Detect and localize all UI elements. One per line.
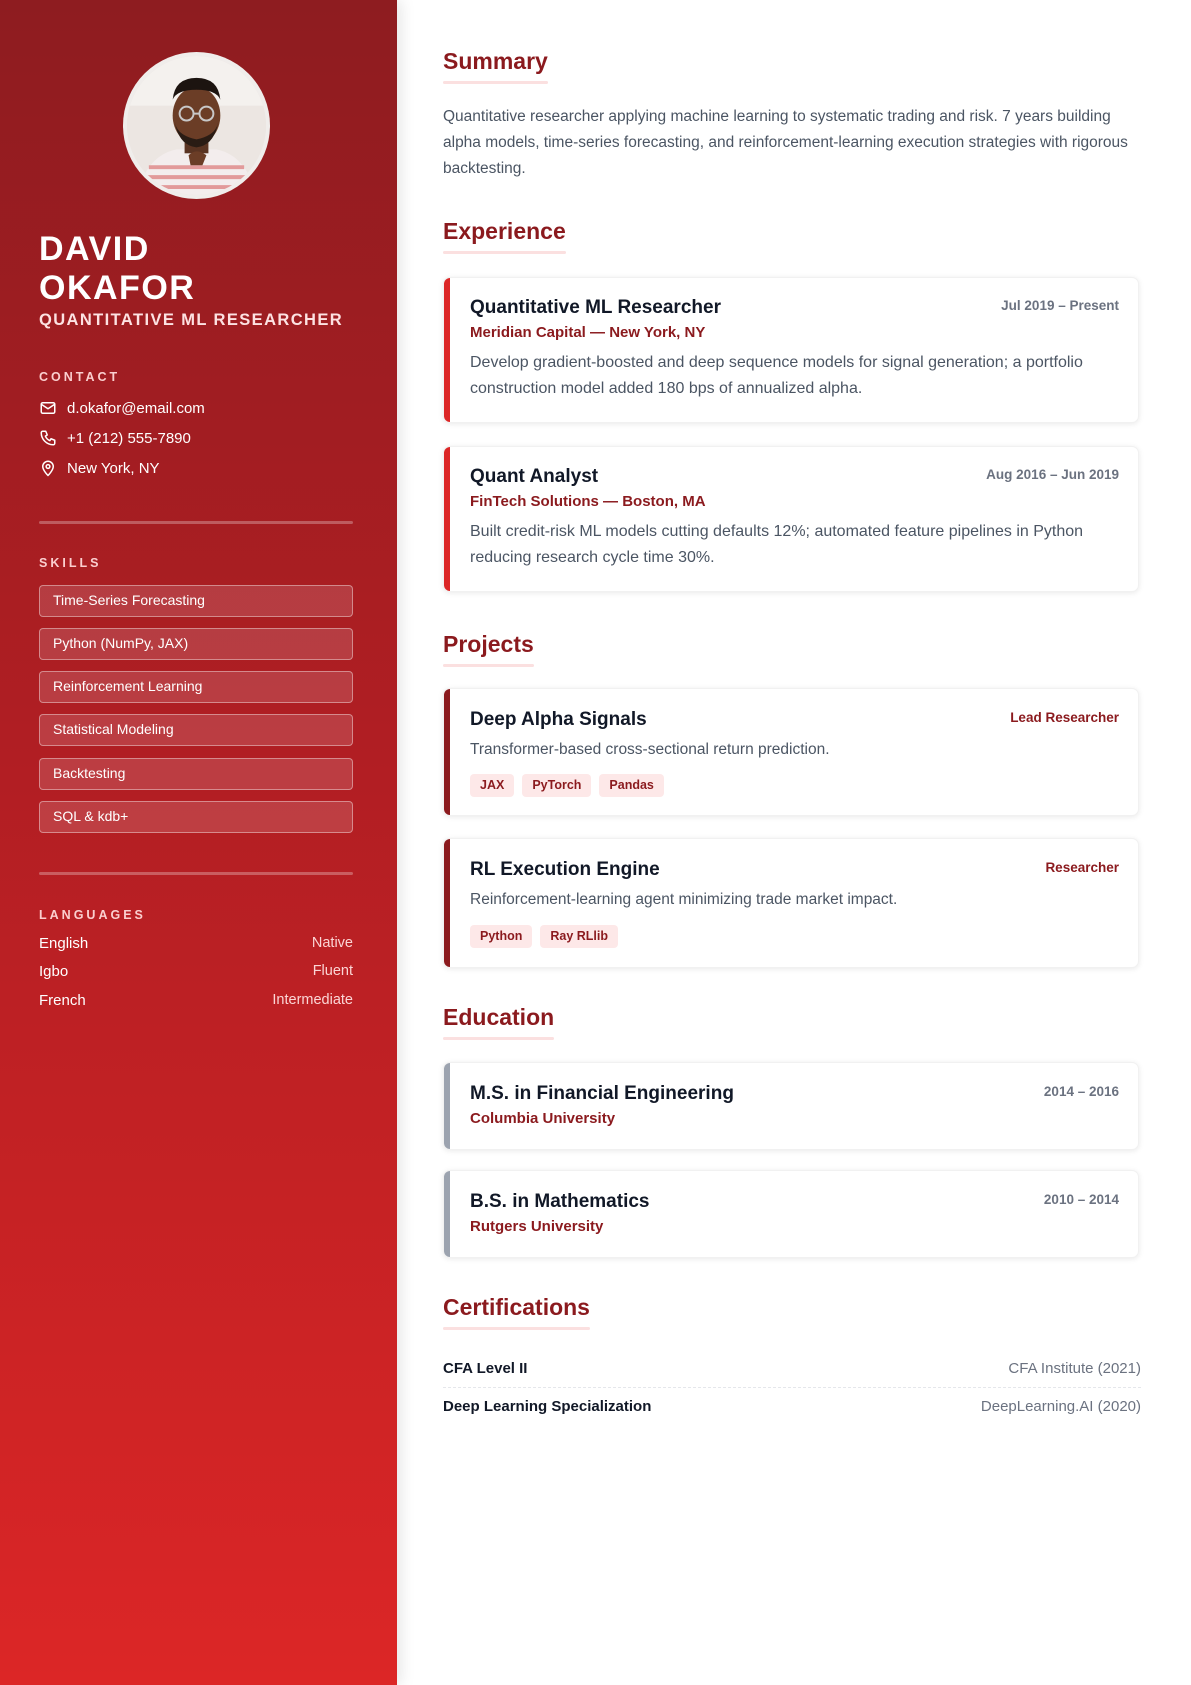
- card-accent-bar: [444, 1171, 450, 1257]
- certification-issuer: DeepLearning.AI (2020): [980, 1397, 1141, 1415]
- skill-tag: Reinforcement Learning: [39, 671, 353, 703]
- school: Rutgers University: [470, 1218, 604, 1235]
- project-description: Transformer-based cross-sectional return prediction.: [470, 741, 830, 758]
- education-dates: 2014 – 2016: [1043, 1084, 1119, 1099]
- certifications-heading: [443, 1294, 590, 1321]
- full-name: [39, 230, 195, 308]
- language-row: [39, 992, 353, 1012]
- heading-underline: [443, 664, 534, 667]
- education-dates: 2010 – 2014: [1043, 1192, 1119, 1207]
- language-level: Native: [311, 935, 353, 951]
- degree: B.S. in Mathematics: [470, 1191, 650, 1212]
- mail-icon: [39, 399, 57, 417]
- project-role: Lead Researcher: [1010, 710, 1119, 725]
- tech-tag: Pandas: [599, 774, 663, 797]
- avatar: [123, 52, 270, 199]
- certification-name: Deep Learning Specialization: [443, 1397, 652, 1415]
- phone-text[interactable]: +1 (212) 555-7890: [67, 429, 191, 447]
- sidebar: [0, 0, 397, 1685]
- skill-tag: Statistical Modeling: [39, 714, 353, 746]
- education-card: [443, 1062, 1139, 1150]
- project-tags: [470, 925, 618, 948]
- skill-tag: Time-Series Forecasting: [39, 585, 353, 617]
- phone-icon: [39, 429, 57, 447]
- language-row: [39, 935, 353, 955]
- languages-heading: LANGUAGES: [39, 908, 146, 922]
- contact-phone[interactable]: [39, 428, 191, 448]
- heading-underline: [443, 81, 548, 84]
- project-name: Deep Alpha Signals: [470, 709, 647, 730]
- summary-heading: [443, 48, 548, 75]
- job-dates: Aug 2016 – Jun 2019: [986, 467, 1119, 482]
- project-name: RL Execution Engine: [470, 859, 660, 880]
- email-text[interactable]: d.okafor@email.com: [67, 399, 205, 417]
- sidebar-divider: [39, 521, 353, 524]
- certification-name: CFA Level II: [443, 1359, 528, 1377]
- card-accent-bar: [444, 278, 450, 422]
- skills-heading: SKILLS: [39, 556, 102, 570]
- certification-row: [443, 1356, 1141, 1380]
- job-title: Quant Analyst: [470, 466, 599, 487]
- skill-tag: Python (NumPy, JAX): [39, 628, 353, 660]
- experience-card: [443, 277, 1139, 423]
- degree: M.S. in Financial Engineering: [470, 1083, 734, 1104]
- language-level: Fluent: [312, 963, 353, 979]
- language-name: English: [39, 935, 89, 952]
- first-name: DAVID: [39, 230, 150, 268]
- avatar-photo: [127, 56, 266, 195]
- job-description: Develop gradient-boosted and deep sequence models for signal generation; a portfolio construction model added 180 bps of annualized alpha.: [470, 354, 1083, 397]
- tech-tag: Python: [470, 925, 532, 948]
- location-text: New York, NY: [67, 459, 160, 477]
- language-level: Intermediate: [272, 992, 353, 1008]
- summary-text: Quantitative researcher applying machine learning to systematic trading and risk. 7 years building alpha models, time-series forecasting, and reinforcement-learning execution strategies with rigorous backtesting.: [443, 108, 1128, 177]
- skill-tag: Backtesting: [39, 758, 353, 790]
- contact-email[interactable]: [39, 398, 205, 418]
- last-name: OKAFOR: [39, 269, 196, 307]
- language-row: [39, 963, 353, 983]
- education-heading: [443, 1004, 554, 1031]
- card-accent-bar: [444, 1063, 450, 1149]
- card-accent-bar: [444, 689, 450, 815]
- job-title: QUANTITATIVE ML RESEARCHER: [39, 311, 344, 329]
- heading-underline: [443, 251, 566, 254]
- map-pin-icon: [39, 459, 57, 477]
- job-title: Quantitative ML Researcher: [470, 297, 721, 318]
- tech-tag: JAX: [470, 774, 514, 797]
- card-accent-bar: [444, 839, 450, 967]
- certification-row: [443, 1394, 1141, 1418]
- project-role: Researcher: [1045, 860, 1119, 875]
- school: Columbia University: [470, 1110, 616, 1127]
- certifications-heading-text: Certifications: [443, 1294, 590, 1320]
- language-name: Igbo: [39, 963, 69, 980]
- experience-heading: [443, 218, 566, 245]
- contact-heading: CONTACT: [39, 370, 121, 384]
- card-accent-bar: [444, 447, 450, 591]
- tech-tag: Ray RLlib: [540, 925, 618, 948]
- summary-heading-text: Summary: [443, 48, 548, 74]
- certification-issuer: CFA Institute (2021): [1008, 1359, 1141, 1377]
- education-card: [443, 1170, 1139, 1258]
- project-description: Reinforcement-learning agent minimizing trade market impact.: [470, 891, 898, 908]
- projects-heading-text: Projects: [443, 631, 534, 657]
- contact-location: [39, 458, 160, 478]
- language-name: French: [39, 992, 86, 1009]
- certification-divider: [443, 1387, 1141, 1388]
- company: Meridian Capital — New York, NY: [470, 324, 706, 341]
- sidebar-divider: [39, 872, 353, 875]
- company: FinTech Solutions — Boston, MA: [470, 493, 706, 510]
- heading-underline: [443, 1037, 554, 1040]
- heading-underline: [443, 1327, 590, 1330]
- project-card: [443, 838, 1139, 968]
- project-card: [443, 688, 1139, 816]
- tech-tag: PyTorch: [522, 774, 591, 797]
- experience-heading-text: Experience: [443, 218, 566, 244]
- job-dates: Jul 2019 – Present: [1001, 298, 1119, 313]
- experience-card: [443, 446, 1139, 592]
- job-description: Built credit-risk ML models cutting defaults 12%; automated feature pipelines in Python reducing research cycle time 30%.: [470, 523, 1084, 566]
- project-tags: [470, 774, 664, 797]
- projects-heading: [443, 631, 534, 658]
- skill-tag: SQL & kdb+: [39, 801, 353, 833]
- education-heading-text: Education: [443, 1004, 555, 1030]
